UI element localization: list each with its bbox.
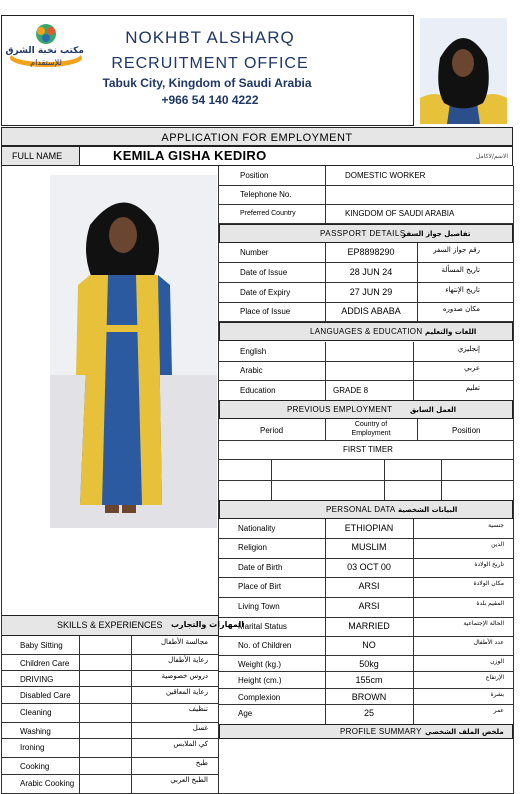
personal-row-value: 155cm <box>355 675 383 685</box>
language-row-arabic: إنجليزي <box>457 345 480 353</box>
passport-title-arabic: تفاصيل جواز السفر <box>402 230 471 238</box>
personal-row-label: Date of Birth <box>238 563 283 572</box>
skill-row-label: DRIVING <box>20 675 54 684</box>
divider <box>131 738 132 757</box>
divider <box>271 459 272 500</box>
personal-row-value: 25 <box>363 708 374 718</box>
col-period: Period <box>260 426 284 435</box>
passport-row-label: Date of Issue <box>240 268 288 277</box>
passport-row-arabic: مكان صدوره <box>442 305 480 313</box>
skill-row-arabic: دروس خصوصية <box>161 672 208 680</box>
position-label: Position <box>240 171 269 180</box>
personal-row-value: BROWN <box>351 692 387 702</box>
divider <box>384 459 385 500</box>
divider <box>79 738 80 757</box>
divider <box>413 519 414 538</box>
divider <box>131 757 132 774</box>
personal-row-value: NO <box>362 640 376 650</box>
personal-data-title-arabic: البيانات الشخصية <box>398 506 458 514</box>
divider <box>413 577 414 597</box>
divider <box>413 688 414 704</box>
divider <box>417 283 418 302</box>
divider <box>131 774 132 793</box>
divider <box>1 703 219 704</box>
divider <box>325 166 326 223</box>
personal-row-label: Marital Status <box>238 622 287 631</box>
divider <box>219 636 513 637</box>
personal-row-arabic: مكان الولادة <box>473 580 504 587</box>
skill-row-arabic: رعاية المعاقين <box>165 688 208 696</box>
divider <box>79 703 80 722</box>
divider <box>79 722 80 738</box>
personal-row-value: 03 OCT 00 <box>347 562 391 572</box>
col-position: Position <box>452 426 481 435</box>
skill-row-arabic: مجالسة الأطفال <box>160 638 208 646</box>
skill-row-label: Cooking <box>20 762 50 771</box>
full-body-photo <box>50 175 217 528</box>
divider <box>219 704 513 705</box>
form-title: APPLICATION FOR EMPLOYMENT <box>161 132 353 144</box>
divider <box>219 440 513 441</box>
personal-row-value: ARSI <box>358 581 380 591</box>
first-timer: FIRST TIMER <box>343 445 393 454</box>
personal-row-label: Weight (kg.) <box>238 660 281 669</box>
divider <box>417 263 418 282</box>
divider <box>131 722 132 738</box>
personal-row-arabic: جنسية <box>488 522 504 529</box>
company-name: NOKHBT ALSHARQ <box>125 28 295 47</box>
language-row-arabic: تعليم <box>465 384 480 392</box>
divider <box>219 577 513 578</box>
skills-title: SKILLS & EXPERIENCES <box>57 620 163 630</box>
skill-row-label: Washing <box>20 727 51 736</box>
divider <box>131 636 132 654</box>
divider <box>79 757 80 774</box>
company-logo <box>6 22 86 72</box>
divider <box>219 282 513 283</box>
skill-row-arabic: رعاية الأطفال <box>168 656 208 664</box>
personal-row-arabic: الحالة الإجتماعية <box>463 620 504 627</box>
divider <box>219 671 513 672</box>
preferred-country-label: Preferred Country <box>240 210 296 217</box>
divider <box>219 459 513 460</box>
personal-row-value: MARRIED <box>348 621 390 631</box>
divider <box>79 774 80 793</box>
skill-row-label: Arabic Cooking <box>20 779 75 788</box>
divider <box>1 166 2 794</box>
languages-title-arabic: اللغات والتعليم <box>425 328 477 336</box>
divider <box>219 597 513 598</box>
personal-row-arabic: الوزن <box>490 658 504 665</box>
form-title-bar <box>1 127 513 146</box>
divider <box>413 655 414 671</box>
skill-row-label: Ironing <box>20 743 45 752</box>
skill-row-arabic: كي الملابس <box>173 740 208 748</box>
personal-data-title: PERSONAL DATA <box>326 505 396 514</box>
divider <box>413 617 414 636</box>
telephone-label: Telephone No. <box>240 190 292 199</box>
personal-row-value: ARSI <box>358 601 380 611</box>
divider <box>413 558 414 577</box>
passport-title: PASSPORT DETAILS <box>320 229 406 238</box>
language-row-arabic: عربي <box>464 364 480 372</box>
personal-row-label: Age <box>238 709 253 718</box>
divider <box>219 558 513 559</box>
passport-row-arabic: تاريخ المسألة <box>441 266 480 274</box>
divider <box>79 636 80 654</box>
skill-row-label: Baby Sitting <box>20 641 63 650</box>
divider <box>219 655 513 656</box>
preferred-country-value: KINGDOM OF SAUDI ARABIA <box>345 209 455 218</box>
full-name-arabic-label: الاسم/لاكامل <box>476 153 508 160</box>
divider <box>413 538 414 558</box>
personal-row-label: Nationality <box>238 524 276 533</box>
company-subtitle: RECRUITMENT OFFICE <box>111 55 309 72</box>
language-row-value: GRADE 8 <box>333 386 369 395</box>
divider <box>413 704 414 724</box>
profile-summary-title: PROFILE SUMMARY <box>340 727 422 736</box>
divider <box>219 688 513 689</box>
divider <box>413 342 414 361</box>
passport-row-label: Place of Issue <box>240 307 291 316</box>
divider <box>1 722 219 723</box>
divider <box>131 654 132 670</box>
divider <box>325 381 326 400</box>
personal-row-arabic: عمر <box>493 707 504 714</box>
divider <box>413 381 414 400</box>
personal-row-label: Religion <box>238 543 267 552</box>
col-country-line2: Employment <box>351 430 391 437</box>
divider <box>413 671 414 688</box>
personal-row-value: MUSLIM <box>351 542 387 552</box>
company-phone: +966 54 140 4222 <box>161 93 259 107</box>
divider <box>219 361 513 362</box>
divider <box>219 185 513 186</box>
languages-title: LANGUAGES & EDUCATION <box>310 327 423 336</box>
divider <box>219 262 513 263</box>
skill-row-label: Children Care <box>20 659 70 668</box>
divider <box>219 480 513 481</box>
divider <box>219 302 513 303</box>
skill-row-arabic: طبخ <box>195 759 208 767</box>
divider <box>325 342 326 361</box>
divider <box>79 686 80 703</box>
personal-row-label: Complexion <box>238 693 281 702</box>
prev-employment-title: PREVIOUS EMPLOYMENT <box>287 405 393 414</box>
divider <box>417 302 418 321</box>
skill-row-label: Disabled Care <box>20 691 71 700</box>
skill-row-arabic: غسل <box>192 724 208 732</box>
skill-row-label: Cleaning <box>20 708 52 717</box>
language-row-label: Arabic <box>240 366 263 375</box>
divider <box>219 380 513 381</box>
divider <box>219 617 513 618</box>
passport-row-label: Number <box>240 248 269 257</box>
passport-row-arabic: رقم جواز السفر <box>433 246 480 254</box>
position-value: DOMESTIC WORKER <box>345 171 426 180</box>
personal-row-arabic: تاريخ الولادة <box>474 561 504 568</box>
company-location: Tabuk City, Kingdom of Saudi Arabia <box>102 76 312 90</box>
full-name-label: FULL NAME <box>12 151 63 161</box>
personal-row-value: ETHIOPIAN <box>344 523 394 533</box>
logo-text-arabic-line1: مكتب نخبة الشرق <box>5 46 84 56</box>
logo-text-arabic-line2: للإستقدام <box>30 58 62 67</box>
personal-row-label: No. of Children <box>238 641 292 650</box>
divider <box>79 670 80 686</box>
personal-row-arabic: الدين <box>491 541 504 548</box>
passport-row-arabic: تاريخ الإنتهاء <box>445 286 480 294</box>
language-row-label: English <box>240 347 267 356</box>
personal-row-arabic: بشرة <box>490 691 504 698</box>
headshot-photo <box>420 18 507 124</box>
skill-row-arabic: تنظيف <box>188 705 208 713</box>
language-row-label: Education <box>240 386 276 395</box>
divider <box>417 419 418 440</box>
divider <box>441 459 442 500</box>
skill-row-arabic: الطبخ العربي <box>170 776 208 784</box>
skills-title-arabic: المهارات والتجارب <box>171 620 244 629</box>
divider <box>219 538 513 539</box>
divider <box>513 166 514 794</box>
personal-row-label: Living Town <box>238 602 280 611</box>
personal-row-label: Height (cm.) <box>238 676 282 685</box>
divider <box>413 361 414 380</box>
divider <box>219 204 513 205</box>
divider <box>325 361 326 380</box>
divider <box>417 243 418 262</box>
divider <box>131 703 132 722</box>
divider <box>131 670 132 686</box>
passport-row-value: 28 JUN 24 <box>349 267 393 277</box>
personal-row-arabic: المقيم بلدة <box>476 600 504 607</box>
passport-row-value: 27 JUN 29 <box>349 287 393 297</box>
passport-row-value: ADDIS ABABA <box>341 306 401 316</box>
col-country-line1: Country of <box>354 421 388 428</box>
passport-row-label: Date of Expiry <box>240 288 291 297</box>
personal-row-value: 50kg <box>359 659 379 669</box>
divider <box>79 654 80 670</box>
profile-summary-title-arabic: ملخص الملف الشخصي <box>425 728 504 736</box>
full-name-value: KEMILA GISHA KEDIRO <box>113 148 267 163</box>
personal-row-arabic: الإرتفاع <box>485 674 504 681</box>
personal-row-arabic: عدد الأطفال <box>473 639 504 646</box>
divider <box>413 597 414 617</box>
divider <box>131 686 132 703</box>
passport-row-value: EP8898290 <box>347 247 395 257</box>
divider <box>1 757 219 758</box>
divider <box>413 636 414 655</box>
personal-row-label: Place of Birt <box>238 582 282 591</box>
prev-employment-title-arabic: العمل السابق <box>410 406 457 414</box>
